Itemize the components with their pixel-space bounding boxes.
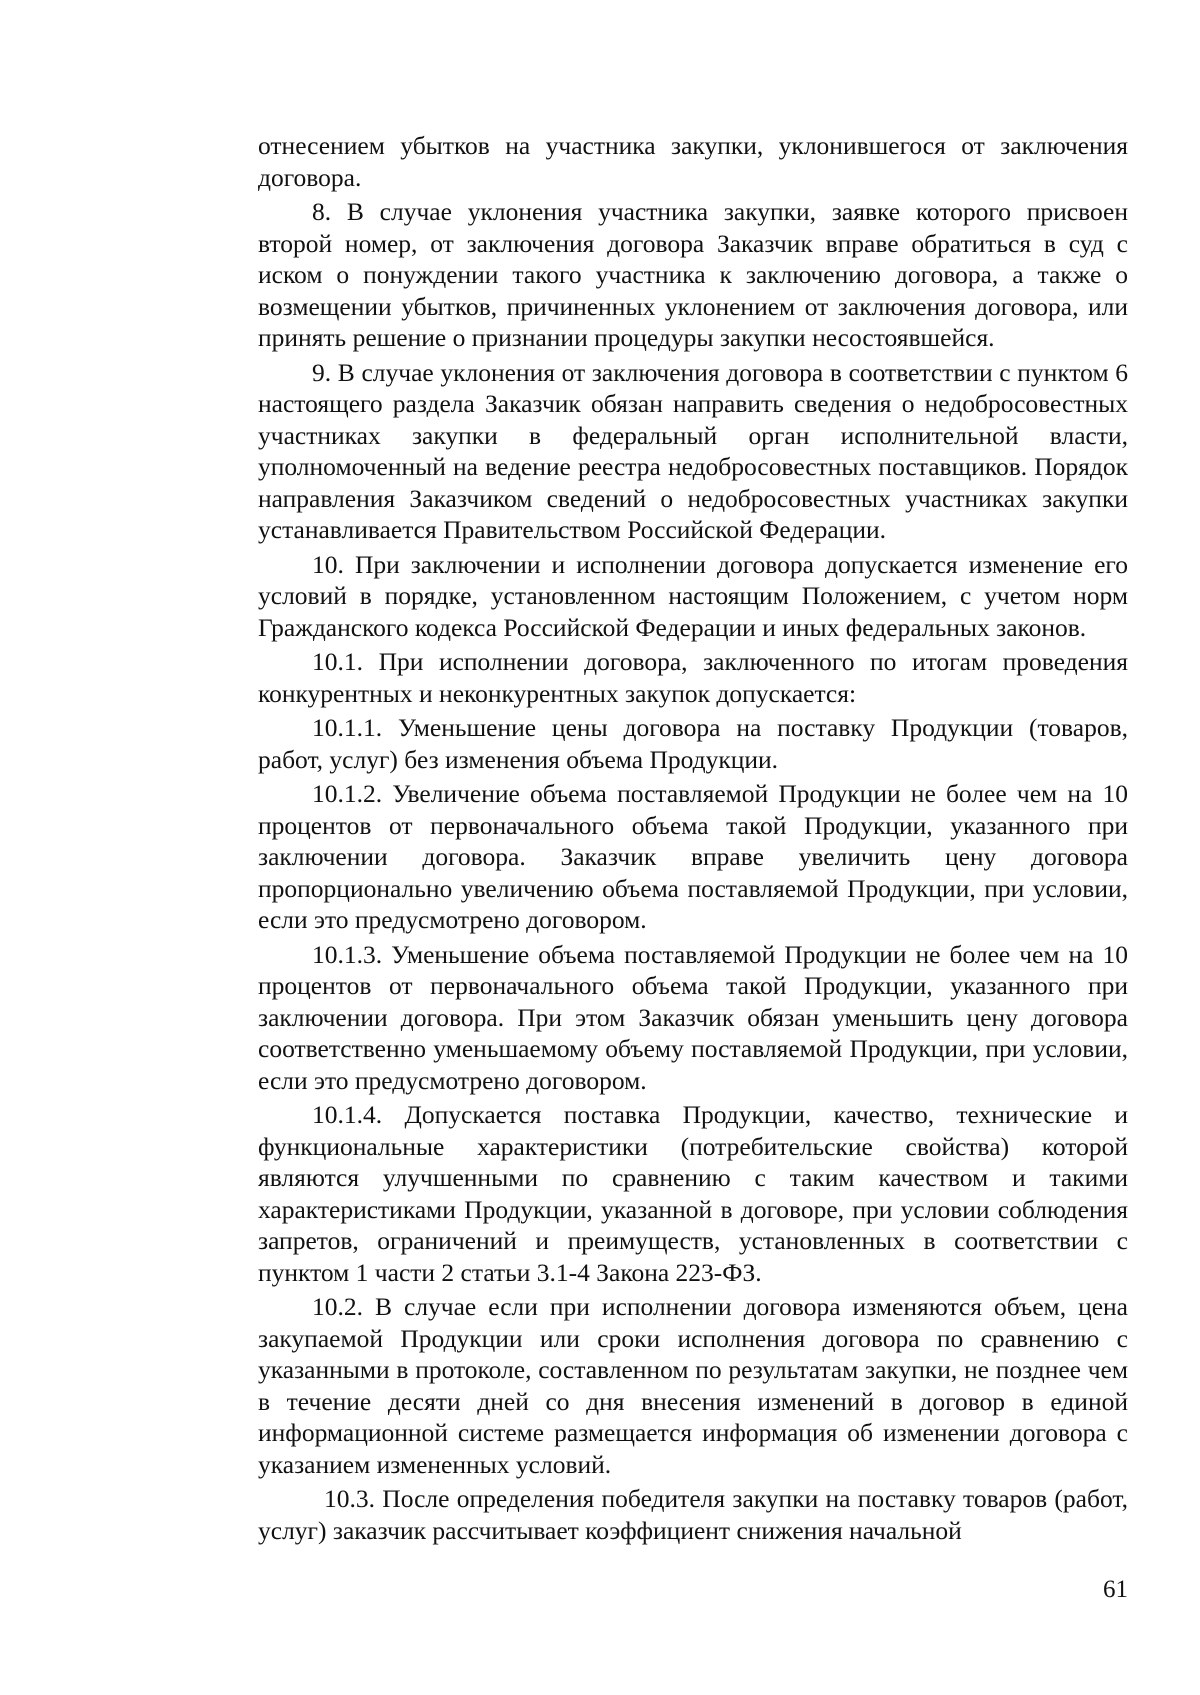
- paragraph-10-1: 10.1. При исполнении договора, заключенного по итогам проведения конкурентных и неконкурентных закупок допускается:: [258, 647, 1128, 708]
- paragraph-10-3: 10.3. После определения победителя закупки на поставку товаров (работ, услуг) заказчик рассчитывает коэффициент снижения начальной: [258, 1484, 1128, 1545]
- paragraph-10-2: 10.2. В случае если при исполнении договора изменяются объем, цена закупаемой Продукции или сроки исполнения договора по сравнению с указанными в протоколе, составленном по результатам закупки, не позднее чем в течение десяти дней со дня внесения изменений в договор в единой информационной системе размещается информация об изменении договора с указанием измененных условий.: [258, 1292, 1128, 1479]
- page-number: 61: [1103, 1576, 1128, 1603]
- document-page: [258, 130, 1128, 1549]
- paragraph-10-1-4: 10.1.4. Допускается поставка Продукции, качество, технические и функциональные характеристики (потребительские свойства) которой являются улучшенными по сравнению с таким качеством и такими характеристиками Продукции, указанной в договоре, при условии соблюдения запретов, ограничений и преимуществ, установленных в соответствии с пунктом 1 части 2 статьи 3.1-4 Закона 223-ФЗ.: [258, 1100, 1128, 1287]
- paragraph-10-1-3: 10.1.3. Уменьшение объема поставляемой Продукции не более чем на 10 процентов от первоначального объема такой Продукции, указанного при заключении договора. При этом Заказчик обязан уменьшить цену договора соответственно уменьшаемому объему поставляемой Продукции, при условии, если это предусмотрено договором.: [258, 939, 1128, 1095]
- paragraph-9: 9. В случае уклонения от заключения договора в соответствии с пунктом 6 настоящего раздела Заказчик обязан направить сведения о недобросовестных участниках закупки в федеральный орган исполнительной власти, уполномоченный на ведение реестра недобросовестных поставщиков. Порядок направления Заказчиком сведений о недобросовестных участниках закупки устанавливается Правительством Российской Федерации.: [258, 357, 1128, 544]
- paragraph-continuation: отнесением убытков на участника закупки, уклонившегося от заключения договора.: [258, 131, 1128, 192]
- paragraph-10-1-1: 10.1.1. Уменьшение цены договора на поставку Продукции (товаров, работ, услуг) без изменения объема Продукции.: [258, 713, 1128, 774]
- paragraph-10-1-2: 10.1.2. Увеличение объема поставляемой Продукции не более чем на 10 процентов от первоначального объема такой Продукции, указанного при заключении договора. Заказчик вправе увеличить цену договора пропорционально увеличению объема поставляемой Продукции, при условии, если это предусмотрено договором.: [258, 779, 1128, 934]
- paragraph-10: 10. При заключении и исполнении договора допускается изменение его условий в порядке, установленном настоящим Положением, с учетом норм Гражданского кодекса Российской Федерации и иных федеральных законов.: [258, 549, 1128, 642]
- paragraph-8: 8. В случае уклонения участника закупки, заявке которого присвоен второй номер, от заключения договора Заказчик вправе обратиться в суд с иском о понуждении такого участника к заключению договора, а также о возмещении убытков, причиненных уклонением от заключения договора, или принять решение о признании процедуры закупки несостоявшейся.: [258, 197, 1128, 352]
